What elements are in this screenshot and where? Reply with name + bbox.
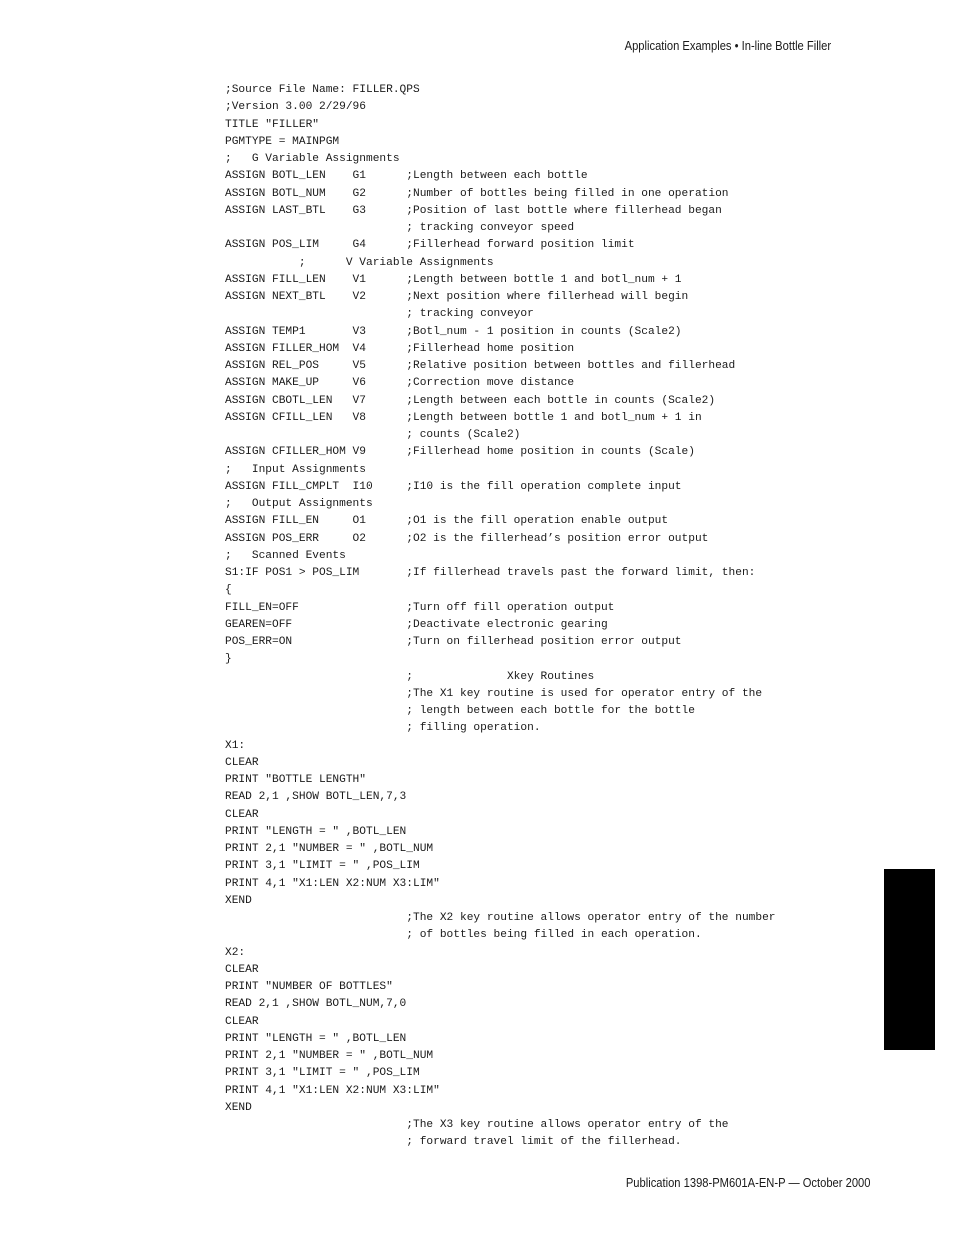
- code-line: ; filling operation.: [225, 722, 541, 735]
- code-line: READ 2,1 ,SHOW BOTL_LEN,7,3: [225, 791, 407, 804]
- code-line: XEND: [225, 1101, 252, 1114]
- code-line: ASSIGN FILL_EN O1 ;O1 is the fill operation enable output: [225, 515, 669, 528]
- code-line: ; Output Assignments: [225, 498, 373, 510]
- code-line: PRINT "LENGTH = " ,BOTL_LEN: [225, 1032, 407, 1045]
- code-line: ASSIGN FILL_LEN V1 ;Length between bottle 1 and botl_num + 1: [225, 273, 682, 286]
- code-line: PRINT 3,1 "LIMIT = " ,POS_LIM: [225, 860, 420, 873]
- code-line: PRINT "LENGTH = " ,BOTL_LEN: [225, 825, 407, 838]
- code-line: ; Input Assignments: [225, 463, 366, 476]
- code-line: ASSIGN TEMP1 V3 ;Botl_num - 1 position in counts (Scale2): [225, 325, 682, 338]
- code-line: XEND: [225, 894, 252, 907]
- code-line: ASSIGN MAKE_UP V6 ;Correction move distance: [225, 377, 575, 390]
- code-line: ;Source File Name: FILLER.QPS: [225, 84, 420, 96]
- code-line: CLEAR: [225, 756, 259, 769]
- page-footer: Publication 1398-PM601A-EN-P — October 2000: [625, 1175, 870, 1190]
- code-line: PRINT 3,1 "LIMIT = " ,POS_LIM: [225, 1067, 420, 1080]
- code-line: ; tracking conveyor speed: [225, 222, 575, 234]
- code-listing: [225, 82, 776, 1152]
- code-line: ; tracking conveyor: [225, 308, 534, 321]
- code-line: ; Xkey Routines: [225, 670, 595, 683]
- code-line: ; V Variable Assignments: [225, 256, 494, 269]
- code-line: GEAREN=OFF ;Deactivate electronic gearing: [225, 618, 608, 631]
- code-line: ASSIGN FILL_CMPLT I10 ;I10 is the fill operation complete input: [225, 480, 682, 493]
- code-line: ASSIGN CFILLER_HOM V9 ;Fillerhead home position in counts (Scale): [225, 446, 695, 459]
- page-header: Application Examples • In-line Bottle Filler: [624, 38, 831, 53]
- code-line: ASSIGN REL_POS V5 ;Relative position between bottles and fillerhead: [225, 360, 736, 372]
- code-line: S1:IF POS1 > POS_LIM ;If fillerhead travels past the forward limit, then:: [225, 567, 756, 579]
- code-line: PRINT 4,1 "X1:LEN X2:NUM X3:LIM": [225, 1084, 440, 1097]
- code-line: CLEAR: [225, 808, 259, 821]
- code-line: PRINT 4,1 "X1:LEN X2:NUM X3:LIM": [225, 877, 440, 890]
- code-line: ; of bottles being filled in each operation.: [225, 929, 702, 942]
- code-line: ASSIGN NEXT_BTL V2 ;Next position where fillerhead will begin: [225, 291, 689, 303]
- code-line: ;Version 3.00 2/29/96: [225, 101, 366, 114]
- code-line: ; Scanned Events: [225, 549, 346, 562]
- code-line: ;The X2 key routine allows operator entry of the number: [225, 912, 776, 924]
- code-line: FILL_EN=OFF ;Turn off fill operation output: [225, 601, 615, 614]
- code-line: PRINT "NUMBER OF BOTTLES": [225, 981, 393, 993]
- code-line: PRINT 2,1 "NUMBER = " ,BOTL_NUM: [225, 843, 434, 855]
- code-line: {: [225, 584, 232, 597]
- code-line: ASSIGN BOTL_LEN G1 ;Length between each bottle: [225, 170, 588, 183]
- code-line: ;The X1 key routine is used for operator entry of the: [225, 687, 763, 700]
- code-line: ASSIGN CBOTL_LEN V7 ;Length between each bottle in counts (Scale2): [225, 394, 716, 407]
- code-line: TITLE "FILLER": [225, 118, 319, 131]
- code-line: }: [225, 653, 232, 666]
- code-line: ; length between each bottle for the bottle: [225, 705, 695, 717]
- code-line: ; forward travel limit of the fillerhead.: [225, 1136, 682, 1149]
- code-line: ASSIGN POS_ERR O2 ;O2 is the fillerhead’s position error output: [225, 532, 709, 545]
- code-line: ;The X3 key routine allows operator entry of the: [225, 1119, 729, 1131]
- code-line: READ 2,1 ,SHOW BOTL_NUM,7,0: [225, 998, 407, 1011]
- code-line: PGMTYPE = MAINPGM: [225, 135, 340, 148]
- code-line: ASSIGN BOTL_NUM G2 ;Number of bottles being filled in one operation: [225, 187, 729, 200]
- code-line: ASSIGN POS_LIM G4 ;Fillerhead forward position limit: [225, 239, 635, 252]
- code-line: ; G Variable Assignments: [225, 153, 400, 165]
- code-line: CLEAR: [225, 1015, 259, 1028]
- code-line: ASSIGN LAST_BTL G3 ;Position of last bottle where fillerhead began: [225, 204, 722, 217]
- code-line: POS_ERR=ON ;Turn on fillerhead position error output: [225, 636, 682, 648]
- code-line: ; counts (Scale2): [225, 429, 521, 441]
- code-line: X1:: [225, 739, 246, 752]
- code-line: ASSIGN FILLER_HOM V4 ;Fillerhead home position: [225, 342, 575, 355]
- code-line: CLEAR: [225, 963, 259, 976]
- code-line: ASSIGN CFILL_LEN V8 ;Length between bottle 1 and botl_num + 1 in: [225, 411, 702, 424]
- code-line: PRINT 2,1 "NUMBER = " ,BOTL_NUM: [225, 1050, 434, 1062]
- code-line: PRINT "BOTTLE LENGTH": [225, 774, 366, 786]
- section-thumb-tab: [884, 869, 935, 1050]
- code-line: X2:: [225, 946, 246, 959]
